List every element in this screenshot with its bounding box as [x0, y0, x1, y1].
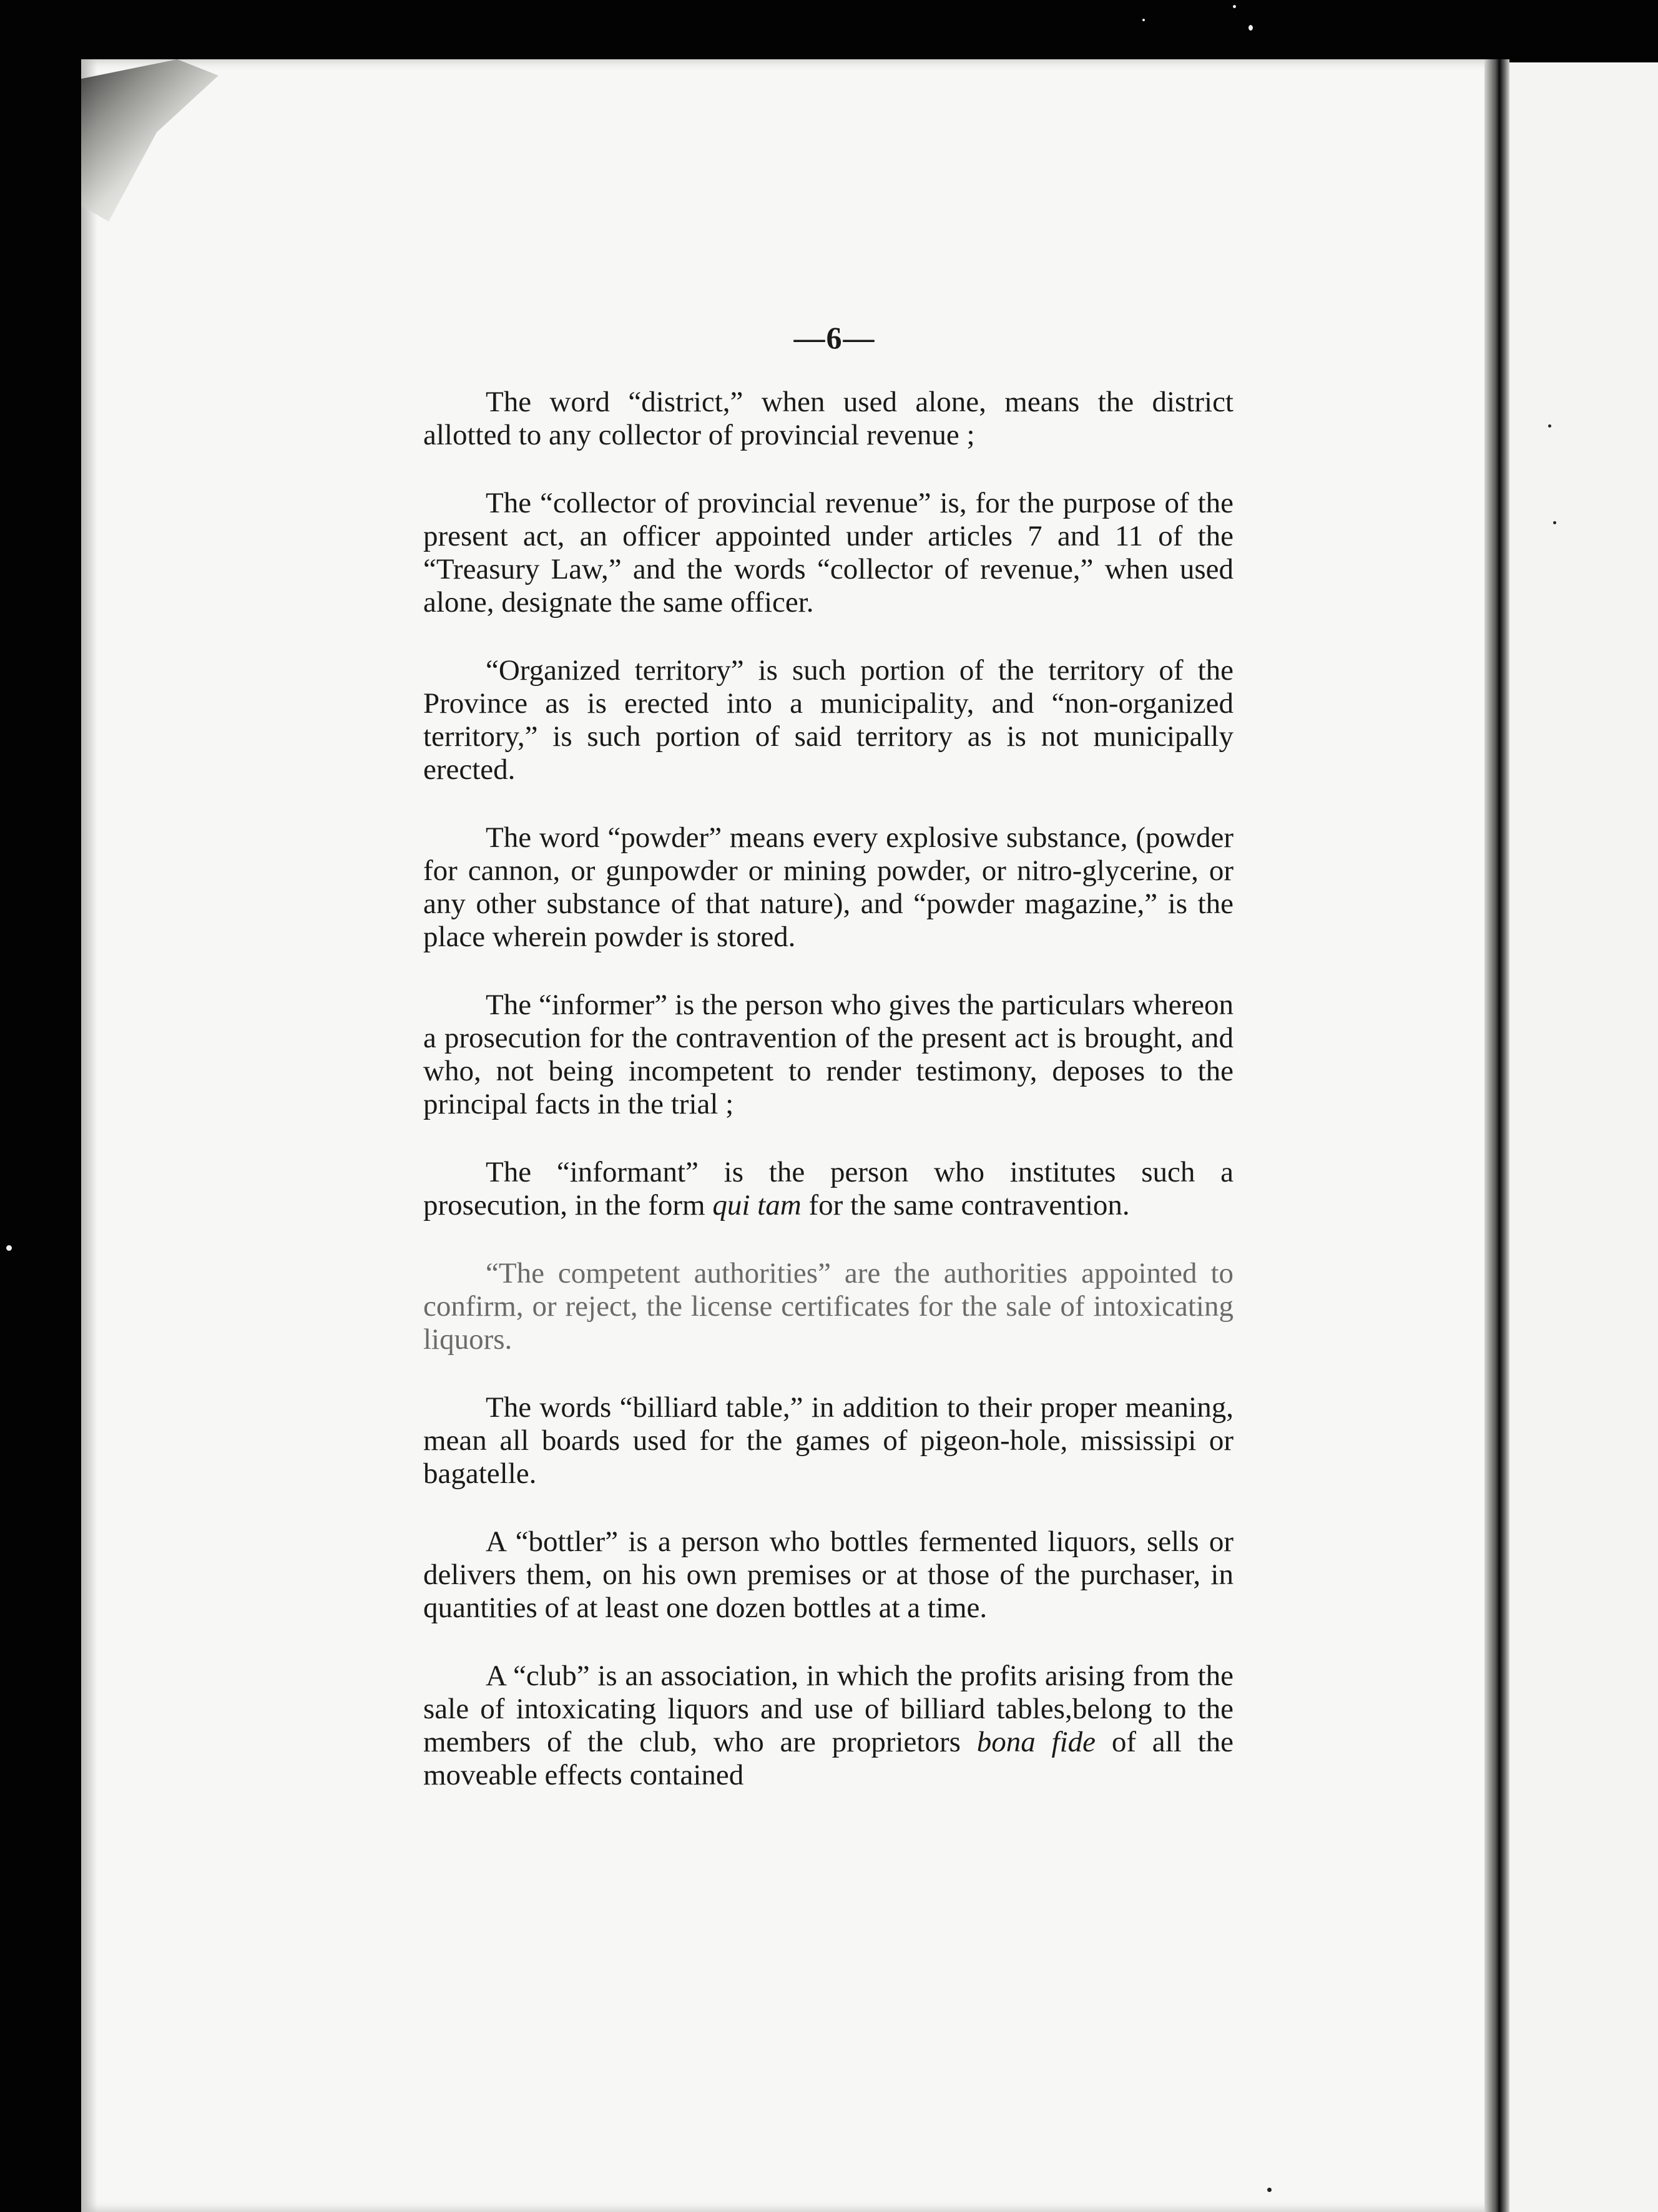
dust-speck	[1553, 521, 1556, 524]
page-text	[423, 321, 1234, 1792]
definition-district: The word “district,” when used alone, means the district allotted to any collector of provincial revenue ;	[423, 386, 1234, 451]
definition-informer: The “informer” is the person who gives the particulars whereon a prosecution for the contravention of the present act is brought, and who, not being incompetent to render testimony, deposes to the principal facts in the trial ;	[423, 989, 1234, 1120]
club-text-end: of all the moveable effects contained	[423, 1726, 1234, 1791]
definition-club	[423, 1660, 1234, 1792]
definition-collector: The “collector of provincial revenue” is, for the purpose of the present act, an officer appointed under articles 7 and 11 of the “Treasury Law,” and the words “collector of revenue,” when used alone, designate the same officer.	[423, 487, 1234, 619]
definition-powder: The word “powder” means every explosive substance, (powder for cannon, or gunpowder or mining powder, or nitro-glycerine, or any other substance of that nature), and “powder magazine,” is the place wherein powder is stored.	[423, 821, 1234, 953]
page-edge-shadow	[81, 59, 97, 2212]
club-latin-phrase: bona fide	[976, 1726, 1096, 1758]
definition-bottler: A “bottler” is a person who bottles fermented liquors, sells or delivers them, on his own premises or at those of the purchaser, in quantities of at least one dozen bottles at a time.	[423, 1525, 1234, 1624]
book-spine-gutter	[1484, 59, 1509, 2212]
definition-territory: “Organized territory” is such portion of the territory of the Province as is erected into a municipality, and “non-organized territory,” is such portion of said territory as is not municipally erected.	[423, 654, 1234, 786]
dust-speck	[6, 1245, 12, 1251]
dust-speck	[1233, 5, 1236, 8]
dust-speck	[1142, 19, 1145, 21]
informant-text-start: The “informant” is the person who institutes such a prosecution, in the form	[423, 1156, 1234, 1221]
definition-authorities: “The competent authorities” are the authorities appointed to confirm, or reject, the license certificates for the sale of intoxicating liquors.	[423, 1257, 1234, 1356]
definition-billiard-table: The words “billiard table,” in addition to their proper meaning, mean all boards used for the games of pigeon-hole, mississipi or bagatelle.	[423, 1391, 1234, 1490]
informant-latin-phrase: qui tam	[712, 1189, 802, 1221]
page-number: —6—	[793, 320, 876, 355]
dust-speck	[1267, 2188, 1272, 2192]
informant-text-end: for the same contravention.	[801, 1189, 1130, 1221]
dust-speck	[1248, 25, 1253, 31]
dust-speck	[1548, 424, 1551, 428]
club-text-start: A “club” is an association, in which the profits arising from the sale of intoxicating liquors and use of billiard tables,belong to the members of the club, who are proprietors	[423, 1660, 1234, 1758]
definition-informant	[423, 1156, 1234, 1222]
facing-page-edge	[1509, 62, 1658, 2212]
